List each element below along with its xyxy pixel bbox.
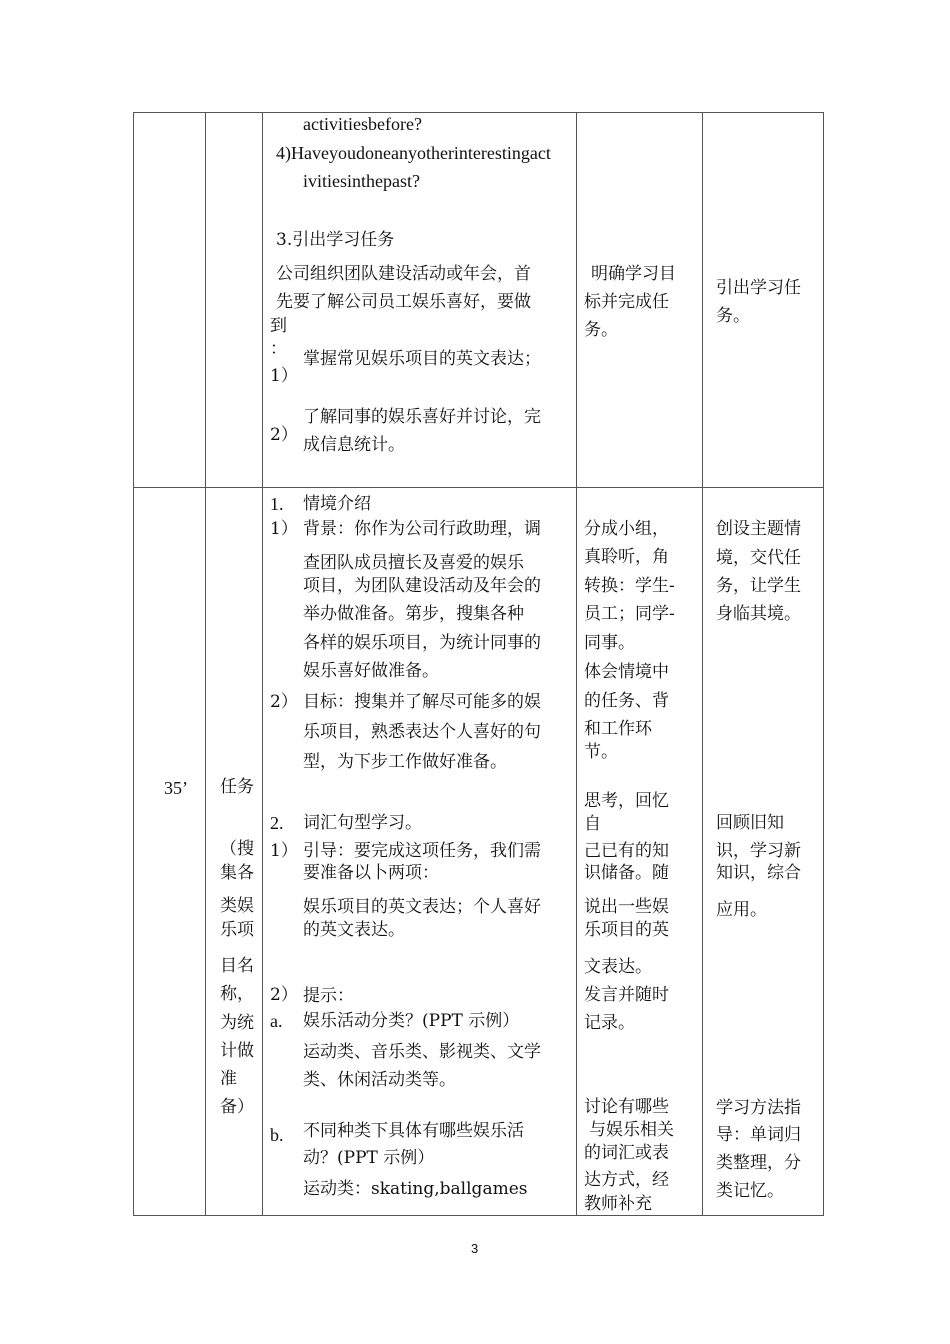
student-activity-line: 讨论有哪些 xyxy=(584,1097,669,1117)
task-item-2-line-1: 了解同事的娱乐喜好并讨论，完 xyxy=(303,407,541,427)
goal-line: 目标：搜集并了解尽可能多的娱 xyxy=(303,692,541,712)
design-intent-line: 导：单词归 xyxy=(716,1125,801,1145)
phase-line: （搜 xyxy=(220,839,254,859)
phase-line: 集各 xyxy=(220,863,254,883)
hint-a-line: 运动类、音乐类、影视类、文学 xyxy=(303,1042,541,1062)
hint-b-line: 运动类：skating,ballgames xyxy=(303,1179,528,1199)
section-1-number: 1. xyxy=(270,494,284,514)
background-line: 背景：你作为公司行政助理，调 xyxy=(303,519,541,539)
section-1-title: 情境介绍 xyxy=(303,494,371,514)
table-top-border xyxy=(133,112,824,113)
student-activity-line: 发言并随时 xyxy=(584,985,669,1005)
design-intent-line: 引出学习任 xyxy=(716,278,801,298)
student-activity-line: 乐项目的英 xyxy=(584,920,669,940)
phase-line: 备） xyxy=(220,1097,254,1117)
phase-line: 准 xyxy=(220,1069,237,1089)
hint-a-line: 娱乐活动分类？(PPT 示例） xyxy=(303,1011,520,1031)
student-activity-line: 转换：学生- xyxy=(584,576,675,596)
task-intro-line-3: 到 xyxy=(270,316,287,336)
student-activity-line: 员工；同学- xyxy=(584,604,675,624)
row-divider xyxy=(133,487,824,488)
design-intent-line: 创设主题情 xyxy=(716,519,801,539)
student-activity-line: 明确学习目 xyxy=(591,264,676,284)
student-activity-line: 与娱乐相关 xyxy=(589,1120,674,1140)
phase-line: 任务 xyxy=(220,777,254,797)
goal-line: 乐项目，熟悉表达个人喜好的句 xyxy=(303,722,541,742)
table-bottom-border xyxy=(133,1215,824,1216)
col-border-0 xyxy=(133,112,134,1216)
design-intent-line: 识，学习新 xyxy=(716,841,801,861)
phase-line: 目名 xyxy=(220,956,254,976)
guide-line: 的英文表达。 xyxy=(303,920,405,940)
student-activity-line: 标并完成任 xyxy=(584,292,669,312)
goal-number: 2） xyxy=(270,692,298,712)
section-2-number: 2. xyxy=(270,813,284,833)
question-4-line-2: ivitiesinthepast? xyxy=(303,171,420,191)
phase-line: 计做 xyxy=(220,1041,254,1061)
student-activity-line: 己已有的知 xyxy=(584,841,669,861)
guide-line: 娱乐项目的英文表达；个人喜好 xyxy=(303,897,541,917)
col-border-4 xyxy=(702,112,703,1216)
student-activity-line: 思考，回忆 xyxy=(584,791,669,811)
student-activity-line: 教师补充 xyxy=(584,1194,652,1214)
col-border-2 xyxy=(262,112,263,1216)
time-allocation: 35’ xyxy=(164,778,188,798)
student-activity-line: 体会情境中 xyxy=(584,662,669,682)
design-intent-line: 应用。 xyxy=(716,900,767,920)
task-intro-line-2: 先要了解公司员工娱乐喜好，要做 xyxy=(276,292,531,312)
task-item-1-number: 1） xyxy=(270,366,298,386)
design-intent-line: 境，交代任 xyxy=(716,548,801,568)
student-activity-line: 自 xyxy=(584,814,601,834)
student-activity-line: 记录。 xyxy=(584,1013,635,1033)
task-item-1-text: 掌握常见娱乐项目的英文表达； xyxy=(303,349,541,369)
hint-a-line: 类、休闲活动类等。 xyxy=(303,1070,456,1090)
task-item-2-line-2: 成信息统计。 xyxy=(303,435,405,455)
design-intent-line: 类整理，分 xyxy=(716,1153,801,1173)
design-intent-line: 学习方法指 xyxy=(716,1098,801,1118)
background-line: 娱乐喜好做准备。 xyxy=(303,661,439,681)
background-line: 各样的娱乐项目，为统计同事的 xyxy=(303,633,541,653)
col-border-3 xyxy=(576,112,577,1216)
student-activity-line: 的任务、背 xyxy=(584,691,669,711)
design-intent-line: 务，让学生 xyxy=(716,576,801,596)
background-line: 举办做准备。第步，搜集各种 xyxy=(303,604,524,624)
student-activity-line: 同事。 xyxy=(584,633,635,653)
goal-line: 型，为下步工作做好准备。 xyxy=(303,752,507,772)
hint-b-line: 动？(PPT 示例） xyxy=(303,1148,435,1168)
phase-line: 乐项 xyxy=(220,920,254,940)
section-2-title: 词汇句型学习。 xyxy=(303,813,422,833)
task-item-2-number: 2） xyxy=(270,425,298,445)
student-activity-line: 文表达。 xyxy=(584,957,652,977)
student-activity-line: 和工作环 xyxy=(584,719,652,739)
phase-line: 为统 xyxy=(220,1013,254,1033)
question-4-line-1: 4)Haveyoudoneanyotherinterestingact xyxy=(276,143,551,163)
student-activity-line: 的词汇或表 xyxy=(584,1143,669,1163)
student-activity-line: 分成小组， xyxy=(584,519,669,539)
student-activity-line: 达方式，经 xyxy=(584,1170,669,1190)
hint-a-marker: a. xyxy=(270,1011,283,1031)
task-intro-colon: ： xyxy=(270,339,287,359)
design-intent-line: 务。 xyxy=(716,306,750,326)
hint-title: 提示： xyxy=(303,986,354,1006)
design-intent-line: 回顾旧知 xyxy=(716,813,784,833)
col-border-5 xyxy=(823,112,824,1216)
col-border-1 xyxy=(205,112,206,1216)
design-intent-line: 身临其境。 xyxy=(716,604,801,624)
hint-b-line: 不同种类下具体有哪些娱乐活 xyxy=(303,1121,524,1141)
guide-number: 1） xyxy=(270,841,298,861)
question-3-continued: activitiesbefore? xyxy=(303,114,422,134)
design-intent-line: 知识，综合 xyxy=(716,863,801,883)
background-line: 查团队成员擅长及喜爱的娱乐 xyxy=(303,553,524,573)
background-number: 1） xyxy=(270,519,298,539)
hint-b-marker: b. xyxy=(270,1125,284,1145)
student-activity-line: 识储备。随 xyxy=(584,863,669,883)
phase-line: 类娱 xyxy=(220,896,254,916)
design-intent-line: 类记忆。 xyxy=(716,1181,784,1201)
hint-number: 2） xyxy=(270,985,298,1005)
student-activity-line: 节。 xyxy=(584,742,618,762)
phase-line: 称， xyxy=(220,984,254,1004)
step-3-title: 3.引出学习任务 xyxy=(276,230,395,250)
guide-line: 引导：要完成这项任务，我们需 xyxy=(303,841,541,861)
student-activity-line: 真聆听，角 xyxy=(584,547,669,567)
background-line: 项目，为团队建设活动及年会的 xyxy=(303,576,541,596)
task-intro-line-1: 公司组织团队建设活动或年会，首 xyxy=(276,264,531,284)
page-number: 3 xyxy=(471,1241,479,1256)
guide-line: 要准备以卜两项： xyxy=(303,863,439,883)
student-activity-line: 说出一些娱 xyxy=(584,897,669,917)
student-activity-line: 务。 xyxy=(584,320,618,340)
